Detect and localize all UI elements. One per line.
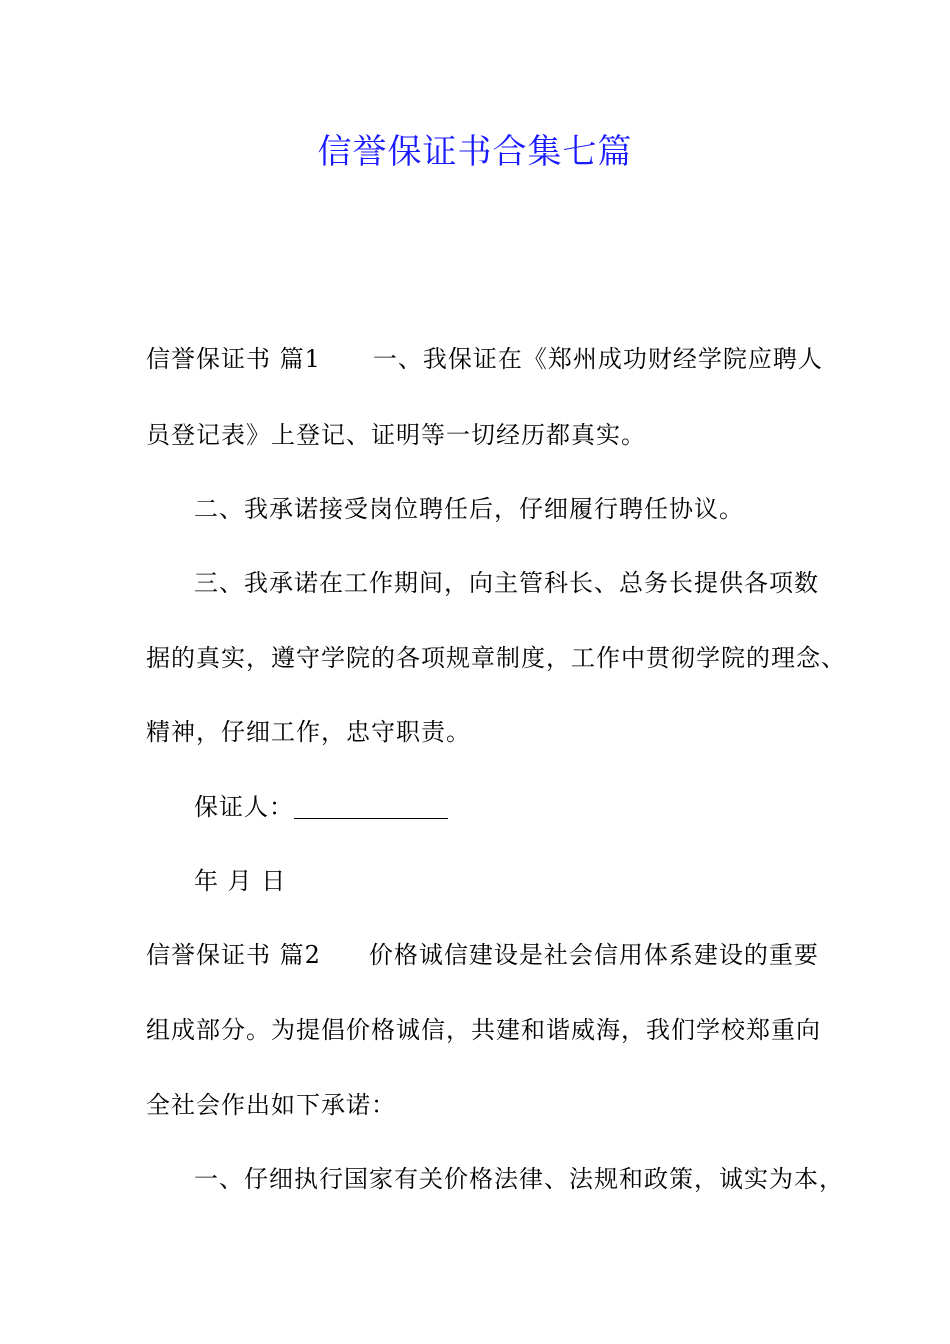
- paragraph-line: 据的真实，遵守学院的各项规章制度，工作中贯彻学院的理念、: [146, 644, 846, 672]
- paragraph-line: 全社会作出如下承诺：: [146, 1091, 396, 1119]
- line-text: 价格诚信建设是社会信用体系建设的重要: [368, 941, 819, 969]
- signature-blank: [294, 792, 448, 819]
- paragraph-line: 一、仔细执行国家有关价格法律、法规和政策，诚实为本，: [194, 1165, 844, 1193]
- paragraph-line: 精神，仔细工作，忠守职责。: [146, 718, 471, 746]
- section-heading: 信誉保证书 篇2: [146, 941, 321, 969]
- paragraph-line: 二、我承诺接受岗位聘任后，仔细履行聘任协议。: [194, 495, 744, 523]
- signature-line: [194, 790, 448, 824]
- paragraph-line: 组成部分。为提倡价格诚信，共建和谐威海，我们学校郑重向: [146, 1016, 821, 1044]
- paragraph-line: 员登记表》上登记、证明等一切经历都真实。: [146, 421, 646, 449]
- document-title: 信誉保证书合集七篇: [317, 132, 633, 172]
- paragraph-line: [146, 938, 819, 972]
- paragraph-line: 三、我承诺在工作期间，向主管科长、总务长提供各项数: [194, 569, 819, 597]
- date-line: 年 月 日: [194, 867, 287, 895]
- paragraph-line: [146, 342, 823, 376]
- signature-label: 保证人：: [194, 793, 294, 821]
- section-heading: 信誉保证书 篇1: [146, 345, 321, 373]
- line-text: 一、我保证在《郑州成功财经学院应聘人: [372, 345, 823, 373]
